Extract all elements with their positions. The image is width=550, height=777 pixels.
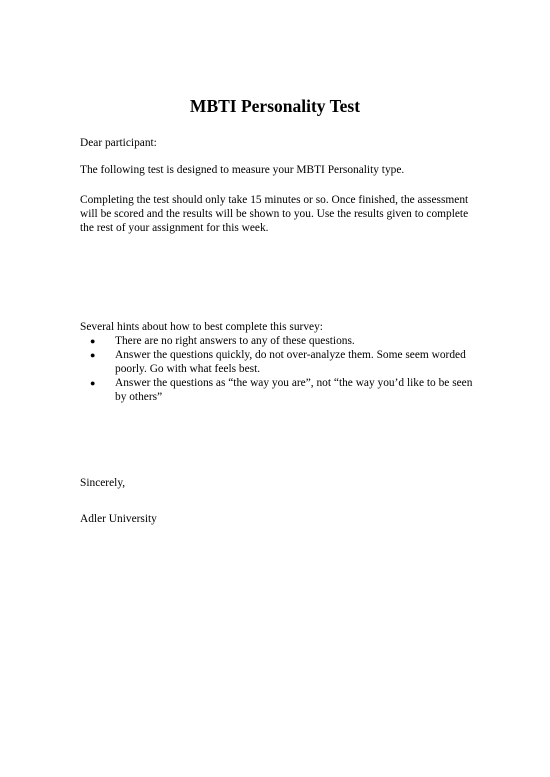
hint-item [80,376,480,404]
bullet-icon: ● [90,336,96,346]
hints-heading: Several hints about how to best complete this survey: [80,321,323,333]
instructions-paragraph: Completing the test should only take 15 minutes or so. Once finished, the assessment will be scored and the results will be shown to you. Use the results given to complete the rest of your assignment for this week. [80,194,469,234]
bullet-icon: ● [90,378,96,388]
bullet-icon: ● [90,350,96,360]
document-title: MBTI Personality Test [189,96,361,116]
hint-item [80,348,480,376]
hint-text: There are no right answers to any of these questions. [115,335,355,347]
hint-text: Answer the questions quickly, do not over-analyze them. Some seem worded poorly. Go with what feels best. [115,349,466,375]
intro-paragraph: The following test is designed to measure your MBTI Personality type. [80,164,405,176]
closing: Sincerely, [80,477,126,489]
signature: Adler University [80,513,157,525]
hint-item [80,334,480,348]
greeting: Dear participant: [80,137,157,149]
hint-text: Answer the questions as “the way you are”, not “the way you’d like to be seen by others” [115,377,473,403]
hints-list [80,334,480,404]
